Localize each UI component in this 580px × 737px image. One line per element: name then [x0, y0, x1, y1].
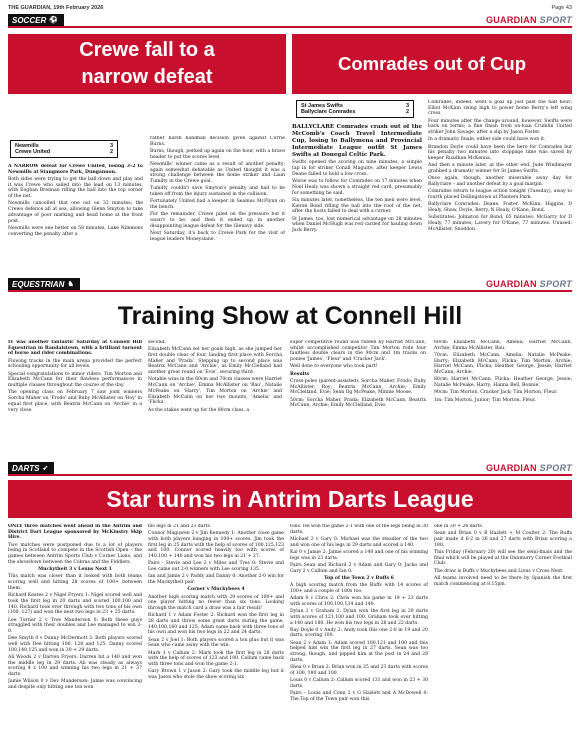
dart-icon: ➶ — [42, 465, 49, 472]
equestrian-column-2: second. Elizabeth McCann set her goals high, as she jumped her first double clear of four, landing first place with Sorcha Maher and 'Prada'. Stepping up to second place was Beatrix McCann and 'Archie', as Emily McClelland had another great round on 'Evie', securing third. Notable wins in the 60cm and 70cm classes were Harriet McCann on 'Archie', Emma McAllister on 'Bau', Natalie McPeake on 'Harry', Tim Morton on 'Archie' and Elizabeth McCann on her two mounts, 'Amelia' and 'Flicka'. As the stakes went up for the 80cm class, a — [148, 340, 282, 413]
equestrian-column-3: super competitive round was ridden by Harriet McCann, whilst accomplished competitor Tim Morton rode four faultless double clears in the 90cm and 1m tracks on ponies 'James', 'Fleur' and 'Cracker Jack'. Well done to everyone who took part! Results Cross-poles (parent-assisted): Sorcha Maher, Frodo; Ruby McAllister, Roy; Beatrix McCann, Archie; Emily McClelland, Evie; Sean Og McPeake, Minnie Moose. 50cm: Sorcha Maher, Prada; Elizabeth McCann, Beatrix McCann, Archie; Emily McClelland, Evie. — [290, 340, 426, 409]
equestrian-column-4: 60cm: Elizabeth McCann, Amelia; Harriet McCann, Archie; Emma McAllister, Bau. 70cm: Elizabeth McCann, Amelia; Natalie McPeake, Harry; Elizabeth McCann, Flicka; Tim Morton, Archie; Harriet McCann, Flicka; Heather George, Jessie; Harriet McCann, Archie. 80cm: Harriet McCann, Flicka; Heather George, Jessie; Natalie McPeake, Harry; Hanna Bell, Bonnie. 90cm: Tim Morton, Cracker Jack; Tim Morton, Fleur. 1m: Tim Morton, Junior; Tim Morton, Fleur. — [434, 340, 572, 403]
crewe-headline: Crewe fall to a narrow defeat — [8, 34, 286, 94]
darts-column-2: his legs in 21 and 23 darts. Connor Maguwen 2 v Jim Kennedy 1: Another close game with both players banging in 100+ scores. Jim took the first leg in 25 darts with the help of scores of 100,125,123 and 100. Connor scored heavily too with scores of 140,100 + 140 and won his two legs in 21 + 27. Pairs - Stevie and Lee 2 v Miles and Tres 0: Stevie and Lee came out 2-0 winners with Lee scoring 135. Ian and Jamie 2 v Paddy and Danny 0: Another 2-0 win for the Muckytheit pair. Corner v Muckybees 4 Another high scoring match with 29 scores of 100+ and one player hitting no fewer than six tons. Looking through the match card a draw was a fair result! Richard 1 v Adam Foster 2: Richard won the first leg in 28 darts and threw some great darts during the game, 140,100,160 and 125. Adam came back with three tons of his own and won his two legs in 22 and 24 darts. Sean 2 v Joel 1: Both players scored a ton plus but it was Sean who came away with the win. Mark 1 v Callum 2: Mark took the first leg in 28 darts with the help of scores of 123 and 100. Callum came back with three tons and won the game 2-1. Gary Brown 1 v Jason 2: Gary took the middle leg but it was Jason who stole the show scoring six — [148, 524, 284, 681]
crewe-column-1: A NARROW defeat for Crewe United, losing 3–2 to Newmills at Stangmore Park, Dungannon. Both sides were trying to get the ball down and play and it was Crewe who sailed into the lead on 13 minutes, with Eoghan Brennan rifling the ball into the top corner of the net. Newmills cancelled that one out on 33 minutes; the Crewe defence all at sea, allowing Glenn Smyton to take advantage of poor marking and head home at the front post. Newmills were one better on 58 minutes, Luke Nimmons converting the penalty after a — [8, 164, 143, 237]
darts-column-1: ONLY three matches went ahead in the Antrim and District Dart League sponsored by McKinstry Skip Hire. Two matches were postponed due to a lot of players being in Scotland to compete in the Scottish Open – the games between Antrim Sports Club v Corner Lions, and the showdown between the Cobras and the Fiddlers. Muckytheit 3 v Lenns Next 1 This match was closer than it looked with both teams scoring well and hitting 28 scores of 100+ between them. Richard Keates 2 v Nigel Fryers 1: Nigel scored well and took the first leg in 20 darts and scored 100,100 and 140. Richard took over through with two tons of his own (100, 127) and won the next two legs in 23 + 25 darts. Lee Turner 2 v Tres Manderson 0: Both these guys struggled with their doubles and Lee managed to win 2-0. Dee Smyth 0 v Danny McDermott 2: Both players scored well with Dee hitting 100, 128 and 125. Danny scored 100,140,125 and won in 30 + 29 darts. Ali Woods 2 v Darren Fryers: Darren hit a 140 and won the middle leg in 29 darts. Ali was steady as always scoring 4 x 100 and winning his two legs in 21 + 37 darts. Jamie Wilson 0 v Dev Manderson: Jamie was convincing and despite only hitting one ton won — [8, 524, 142, 691]
section-strip-darts — [8, 462, 572, 476]
guardian-sport-logo: GUARDIAN SPORT — [485, 279, 572, 289]
darts-column-4: one in 30 + 26 darts. Sean and Brian 0 v B Hazlett + M Coulter 2: The Buffs pair made it 6-2 in 26 and 27 darts with Brian scoring a 180. This Friday (February 20) will see the semi-finals and the final which will be played at the Dunmurry Corner Football Club. The draw is Buffs v Muckybees and Lions v Cross Next. All teams involved need to be there by Spanish the first match commencing at 8.15pm. — [434, 524, 572, 587]
comrades-headline: Comrades out of Cup — [292, 34, 572, 94]
comrades-scorebox: St James Swifts 3 Ballyclare Comrades 2 — [296, 100, 414, 118]
page-number: Page 43 — [551, 5, 572, 11]
section-strip-soccer — [8, 14, 572, 28]
comrades-column-2: Comrades, indeed, went a goal up just past the half hour; Elliot McKinn rising high to power home Berry's left wing cross. Four minutes after the change around, however, Swifts were back on terms; a fine finish from on-loan Crumlin United striker John Savage, after a slip by Jason Foster. In a dramatic finale, either side could have won it. Brandon Doyle could have been the hero for Comrades but his penalty two minutes into stoppage time was saved by keeper Ruadhan McKenna. And then a minute later, at the other end, Jude Windmayer grabbed a dramatic winner for St James Swifts. Once again, though, another miserable away day for Ballyclare – and another defeat by a goal margin. Comrades return to league action tonight (Tuesday), away to fourth placed Dollingstown at Planters Park. Ballyclare Comrades: Deane, Foster, McKinn, Higgins, D Healy, Shaw, Doyle, Berry, N Healy, O'Kane, Bond. Substitutes: Johnston for Bond, 65 minutes; McGarry for D Healy, 77 minutes; Lavery for O'Kane, 77 minutes. Unused: McAllister, Snoddon. — [428, 100, 572, 232]
comrades-column-1: BALLYCLARE Comrades crash out of the McComb's Coach Travel Intermediate Cup, losing to Ballymena and Provincial Intermediate League outfit St James Swifts at Donegal Celtic Park. Swifts opened the scoring on nine minutes; a simple tap in for striker Conall Maguire, after keeper Lewis Deane failed to hold a low cross. Worse was to follow for Comrades on 17 minutes when Noel Healy was shown a straight red card, presumably for something he said. Six minutes later, nonetheless, the ten men were level, Kieran Bond rifling the ball into the roof of the net, after the hosts failed to deal with a corner. St James, too, lost numerical advantage on 28 minutes when Daniel McHugh was red carded for hauling down Jack Berry. — [292, 124, 422, 233]
guardian-sport-logo: GUARDIAN SPORT — [485, 15, 572, 25]
section-label-equestrian: EQUESTRIAN ♞ — [8, 278, 80, 290]
crewe-column-2: rather harsh handball decision given against Corrie Burns. Burns, though, perked up again on the hour, with a brave header to put the scores level. Newmills' winner came as a result of another penalty; again somewhat debatable as United thought it was a strong challenge between the home striker and Liam Tumilty in the Crewe goal. Tumilty couldn't save Smyton's penalty and had to be taken off from the injury sustained in the collision. Fortunately United had a keeper in Seamus McFlynn on the bench. For the remainder, Crewe piled on the pressure but it wasn't to be, and then it ended up in another disappointing league defeat for the Glenavy side. Next Saturday, it's back to Crewe Park for the visit of league leaders Moneyslane. — [150, 136, 285, 242]
equestrian-headline: Training Show at Connell Hill — [117, 302, 463, 330]
publication-date: THE GUARDIAN, 19th February 2026 — [8, 5, 104, 11]
section-strip-equestrian — [8, 278, 572, 292]
darts-column-3: tons. He won the game 2-1 with one of the legs being in 30 darts. Michael 2 v Gary 0: Michael was the steadier of the two and won one of his legs in 29 darts and scored a 140. Kai 0 v Jamie 2: Jamie scored a 140 and one of his winning legs was in 23 darts. Pairs Sean and Richard 2 v Adam and Gary 0; Jacko and Gary 2 v Callum and Ian 0. Top of the Town 2 v Buffs 6 A high scoring match from the Buffs with 14 scores of 100+ and a couple of 180s too. Adam 0 v Chris 2: Chris won his game in 19 + 23 darts with scores of 100,100,134 and 140. Dylan 1 v Graham 2: Dylan won the first leg in 29 darts with scores of 121,100 and 100. Graham took over hitting a 140 and 180. He won his two legs in 28 and 22 darts. Ray Doyle 0 v Andy 2: Andy took this one 2-0 in 19 and 20 darts, scoring 100. Sean 2 v Adam 1: Adam scored 100,121 and 100 and this helped him win the first leg in 27 darts. Sean was too strong, though, and pipped him at the post in 24 and 28 darts. Shea 0 v Brian 2: Brian won in 25 and 23 darts with scores of 100, 180 and 100. Louis 0 v Callum 2: Callum scored 131 and won in 23 + 30 darts. Pairs – Louis and Conn 2 v G Hazlett and A McDowell 0: The Top of the Town pair won this — [290, 524, 428, 702]
crewe-scorebox: Newmills 3 Crewe United 2 — [10, 140, 118, 158]
guardian-sport-logo: GUARDIAN SPORT — [485, 463, 572, 473]
horse-icon: ♞ — [67, 281, 74, 288]
section-label-darts: DARTS ➶ — [8, 462, 54, 474]
section-label-soccer: SOCCER ⚽ — [8, 14, 64, 26]
darts-headline: Star turns in Antrim Darts League — [8, 480, 572, 518]
soccer-ball-icon: ⚽ — [49, 17, 58, 24]
page-header — [8, 2, 572, 14]
equestrian-column-1: IT was another fantastic Saturday at Connell Hill Equestrian in Randalstown, with a brilliant turnout of horse and rider combinations. Flowing tracks in the main arena provided the perfect schooling opportunity for all levels. Special congratulations to minor riders, Tim Morton and Elizabeth McCann for their flawless performances in multiple classes throughout the course of the day. The opening class on February 7 saw joint winners Sorcha Maher on 'Frodo' and Ruby McAllister on 'Roy' in equal first place, with Beatrix McCann on 'Archie' in a very close — [8, 340, 142, 413]
